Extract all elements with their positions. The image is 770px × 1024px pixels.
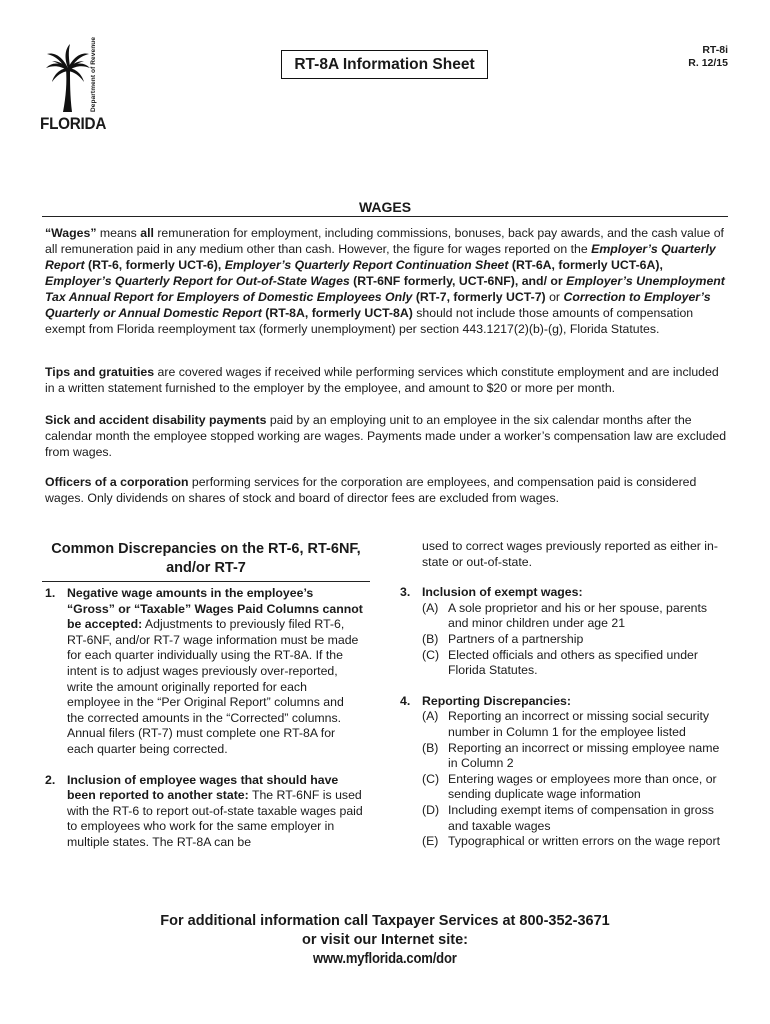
discrepancies-divider — [42, 581, 370, 582]
reporting-item-e: (E) Typographical or written errors on the wage report — [422, 834, 721, 849]
discrepancy-item-3: 3. Inclusion of exempt wages: (A) A sole proprietor and his or her spouse, parents and minor children under age 21 (B) Partners of a partnership (C) Elected officials and others as specified under Florida Statutes. — [400, 585, 722, 679]
page-title: RT-8A Information Sheet — [281, 50, 488, 79]
discrepancy-item-2-continued: used to correct wages previously reported as either in-state or out-of-state. — [422, 539, 718, 569]
exempt-item-b: (B) Partners of a partnership — [422, 631, 584, 646]
form-number: RT-8i — [702, 44, 728, 56]
reporting-item-a: (A) Reporting an incorrect or missing social security number in Column 1 for the employee listed — [422, 709, 710, 739]
discrepancies-left-column — [45, 586, 363, 851]
reporting-item-d: (D) Including exempt items of compensation in gross and taxable wages — [422, 802, 714, 833]
wages-divider — [42, 216, 728, 217]
footer-internet-line: or visit our Internet site: — [302, 932, 468, 948]
palm-tree-icon — [46, 44, 90, 112]
discrepancy-item-2: 2. Inclusion of employee wages that should have been reported to another state: The RT-6NF is used with the RT-6 to report out-of-state taxable wages paid to employees who work for the same employer in multiple states. The RT-8A can be — [45, 772, 363, 849]
exempt-item-c: (C) Elected officials and others as specified under Florida Statutes. — [422, 647, 698, 678]
form-identifier — [672, 44, 728, 70]
officers-paragraph: Officers of a corporation performing services for the corporation are employees, and compensation paid is considered wages. Only dividends on shares of stock and board of director fees are excluded from wages. — [45, 475, 697, 505]
contact-footer — [0, 912, 770, 969]
wages-heading: WAGES — [358, 199, 412, 215]
sick-pay-paragraph: Sick and accident disability payments paid by an employing unit to an employee in the six calendar months after the calendar month the employee stopped working are wages. Payments made under a worker’s compensation law are excluded from wages. — [45, 413, 727, 459]
exempt-item-a: (A) A sole proprietor and his or her spouse, parents and minor children under age 21 — [422, 600, 708, 631]
footer-phone-line: For additional information call Taxpayer Services at 800-352-3671 — [160, 913, 610, 929]
florida-dor-logo — [40, 36, 107, 134]
reporting-item-b: (B) Reporting an incorrect or missing employee name in Column 2 — [422, 740, 720, 771]
discrepancy-item-1: 1. Negative wage amounts in the employee’s “Gross” or “Taxable” Wages Paid Columns cannot be accepted: Adjustments to previously filed RT-6, RT-6NF, and/or RT-7 wage information must be made for each quarter individually using the RT-8A. If the intent is to adjust wages previously over-reported, write the amount originally reported for each employee in the “Per Original Report” columns and the corrected amounts in the “Corrected” columns. Annual filers (RT-7) must complete one RT-8A for each quarter being corrected. — [45, 586, 363, 756]
website-link[interactable]: www.myflorida.com/dor — [313, 951, 457, 967]
discrepancies-right-column — [400, 539, 722, 850]
wages-definition-paragraph: “Wages” means all remuneration for employment, including commissions, bonuses, back pay awards, and the cash value of all remuneration paid in any medium other than cash. However, the figure for wages reported on the Employer’s Quarterly Report (RT-6, formerly UCT-6), Employer’s Quarterly Report Continuation Sheet (RT-6A, formerly UCT-6A), Employer’s Quarterly Report for Out-of-State Wages (RT-6NF formerly, UCT-6NF), and/ or Employer’s Unemployment Tax Annual Report for Employers of Domestic Employees Only (RT-7, formerly UCT-7) or Correction to Employer’s Quarterly or Annual Domestic Report (RT-8A, formerly UCT-8A) should not include those amounts of compensation exempt from Florida reemployment tax (formerly unemployment) per section 443.1217(2)(b)-(g), Florida Statutes. — [45, 226, 725, 336]
discrepancy-item-4: 4. Reporting Discrepancies: (A) Reporting an incorrect or missing social security number in Column 1 for the employee listed (B) Reporting an incorrect or missing employee name in Column 2 (C) Entering wages or employees more than once, or sending duplicate wage information (D) Including exempt items of compensation in gross and taxable wages (E) Typographical or written errors on the wage report — [400, 693, 721, 849]
discrepancies-heading: Common Discrepancies on the RT-6, RT-6NF, and/or RT-7 — [51, 541, 361, 576]
form-revision: R. 12/15 — [688, 57, 728, 69]
tips-paragraph: Tips and gratuities are covered wages if received while performing services which constitute employment and are included in a written statement furnished to the employer by the employee, and amount to $20 or more per month. — [45, 365, 719, 395]
reporting-item-c: (C) Entering wages or employees more than once, or sending duplicate wage information — [422, 771, 717, 802]
logo-department-text: Department of Revenue — [90, 36, 97, 112]
logo-state-text: FLORIDA — [40, 114, 107, 133]
